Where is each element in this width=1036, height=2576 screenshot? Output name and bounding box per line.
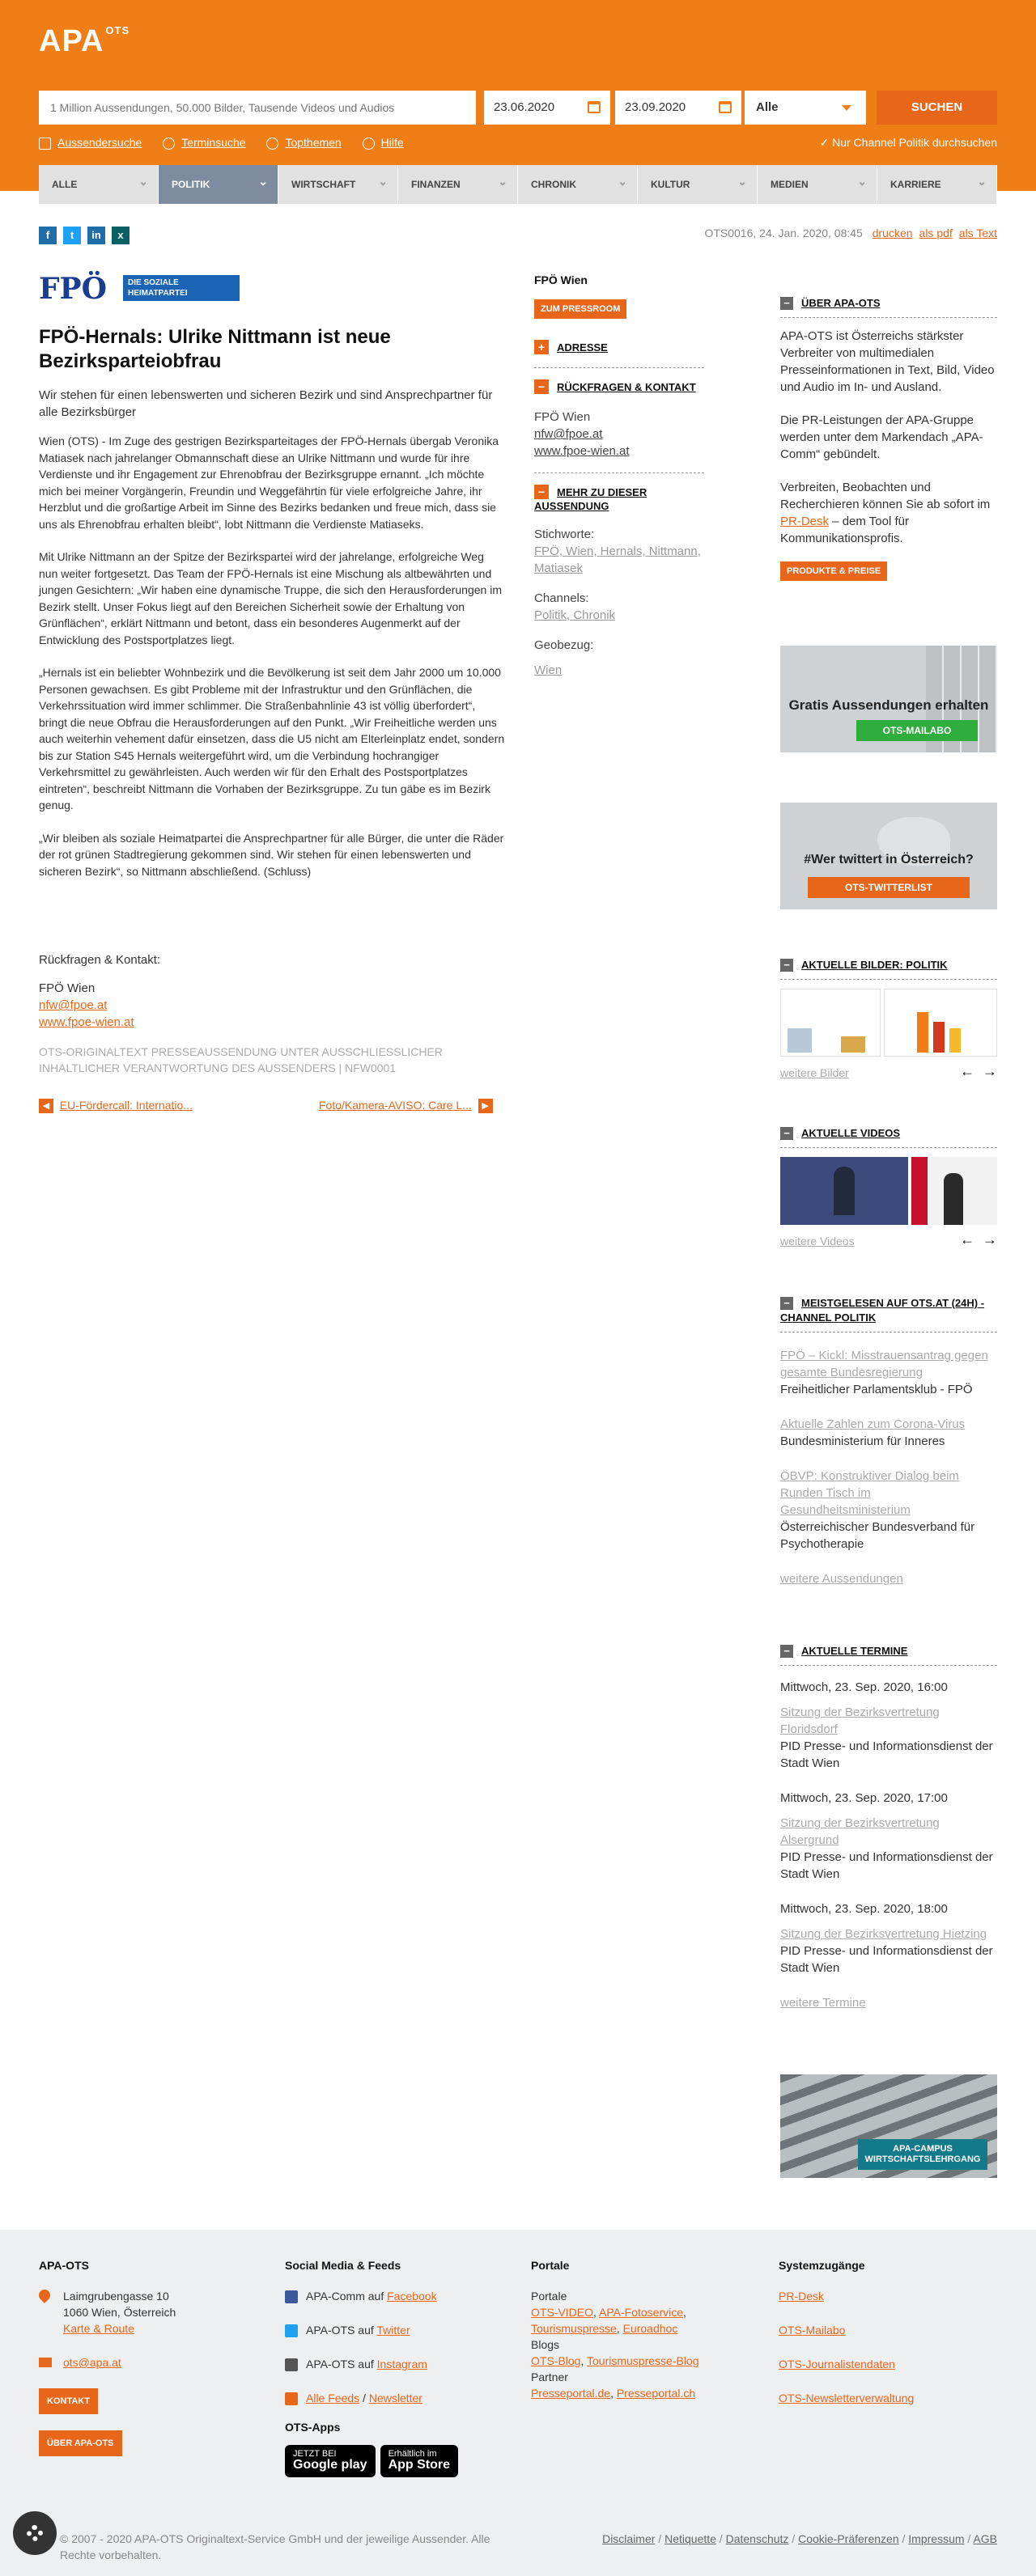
nav-tab-medien[interactable]: MEDIEN ⌄: [758, 165, 877, 204]
category-nav: [39, 165, 997, 204]
date-from-value: 23.06.2020: [494, 100, 555, 114]
checkbox-label: Nur Channel Politik durchsuchen: [832, 136, 997, 149]
badge-text: App Store: [388, 2458, 451, 2472]
cookie-link[interactable]: Cookie-Präferenzen: [798, 2532, 899, 2545]
termin-date: Mittwoch, 23. Sep. 2020, 17:00: [780, 1791, 948, 1805]
section-title: AKTUELLE BILDER: POLITIK: [801, 959, 948, 971]
rueckfragen-section: [534, 368, 704, 473]
arrow-left-icon[interactable]: ←: [959, 1063, 974, 1079]
article-body: [39, 433, 505, 896]
nav-tab-kultur[interactable]: KULTUR ⌄: [638, 165, 758, 204]
site-header: [0, 0, 1036, 191]
weitere-bilder-link[interactable]: weitere Bilder: [780, 1066, 849, 1079]
footer-address: [39, 2288, 233, 2337]
checkmark-icon: ✓: [819, 136, 833, 149]
campus-button[interactable]: APA-CAMPUS WIRTSCHAFTSLEHRGANG: [858, 2139, 987, 2170]
about-text-part: – dem Tool für Kommunikationsprofis.: [780, 515, 909, 545]
contact-org: FPÖ Wien: [39, 981, 96, 995]
instagram-row: [285, 2356, 503, 2372]
section-title: MEISTGELESEN AUF OTS.AT (24H) - CHANNEL POLITIK: [780, 1297, 985, 1324]
about-text: Die PR-Leistungen der APA-Gruppe werden unter dem Markendach „APA-Comm“ gebündelt.: [780, 413, 983, 461]
item-source: Bundesministerium für Inneres: [780, 1434, 945, 1448]
section-header: RÜCKFRAGEN & KONTAKT: [557, 381, 696, 393]
feeds-row: Alle Feeds / Newsletter: [285, 2390, 503, 2406]
termin-title: Sitzung der Bezirksvertretung Alsergrund: [780, 1816, 940, 1847]
group-label: Blogs: [531, 2338, 560, 2351]
section-header: ADRESSE: [557, 341, 608, 354]
ueber-button[interactable]: ÜBER APA-OTS: [39, 2430, 122, 2456]
image-thumbnail[interactable]: [884, 989, 997, 1057]
channel-checkbox[interactable]: [819, 136, 997, 150]
twitterlist-button[interactable]: OTS-TWITTERLIST: [808, 877, 970, 898]
paragraph: „Hernals ist ein beliebter Wohnbezirk und die Bevölkerung ist seit dem Jahr 2000 um 10.000 Personen gewachsen. Es gibt Probleme mit der Infrastruktur und den Grünflächen, die Verkehrssituation wird immer schlimmer. Die Straßenbahnlinie 43 ist völlig überfordert“, bringt die neue Obfrau die Herausforderungen auf den Punkt. „Wir Freiheitliche werden uns auch weiterhin vehement dafür einsetzen, dass die U5 nicht am Elterleinplatz endet, sondern bis zur Station S45 Hernals weitergeführt wird, um die Verbindung hochrangiger Verkehrsmittel zu gewährleisten. Auch werden wir für den Erhalt des Postsportplatzes eintreten“, beschreibt Nittmann die Vorhaben der Bezirksgruppe. Zu tun gäbe es im Bezirk genug.: [39, 666, 505, 811]
disclaimer-link[interactable]: Disclaimer: [602, 2532, 656, 2545]
link-label: Topthemen: [285, 136, 342, 149]
termin-date: Mittwoch, 23. Sep. 2020, 18:00: [780, 1902, 948, 1916]
prev-article-link[interactable]: [39, 1099, 193, 1113]
nav-tab-alle[interactable]: ALLE ⌄: [39, 165, 159, 204]
facebook-icon: [285, 2290, 298, 2303]
geo-link[interactable]: Wien: [534, 663, 563, 677]
nav-tab-chronik[interactable]: CHRONIK ⌄: [518, 165, 638, 204]
list-item[interactable]: [780, 1416, 997, 1450]
copyright: © 2007 - 2020 APA-OTS Originaltext-Service GmbH und der jeweilige Aussender. Alle Rechte vorbehalten.: [60, 2532, 490, 2561]
article-contact: [39, 951, 505, 1031]
prev-label: EU-Fördercall: Internatio...: [59, 1099, 193, 1112]
arrow-right-icon[interactable]: →: [983, 1063, 997, 1079]
clock-icon: [163, 138, 175, 150]
video-thumbnail[interactable]: [780, 1157, 908, 1225]
minus-icon: −: [780, 959, 793, 972]
termin-title: Sitzung der Bezirksvertretung Hietzing: [780, 1927, 987, 1941]
app-store-badge[interactable]: [380, 2445, 458, 2477]
group-label: Partner: [531, 2371, 568, 2383]
print-link[interactable]: drucken: [872, 227, 913, 239]
campus-banner[interactable]: [780, 2074, 997, 2178]
facebook-row: [285, 2288, 503, 2304]
videos-section: [780, 1126, 997, 1158]
about-text: APA-OTS ist Österreichs stärkster Verbreiter von multimedialen Presseinformationen in Text, Bild, Video und Audio im In- und Ausland.: [780, 329, 995, 394]
group-label: Portale: [531, 2290, 567, 2303]
thumbnail-graphic: [944, 1173, 963, 1225]
calendar-icon[interactable]: [719, 101, 732, 113]
termin-title: Sitzung der Bezirksvertretung Floridsdorf: [780, 1705, 940, 1736]
minus-icon: −: [780, 1127, 793, 1140]
about-header[interactable]: [780, 296, 997, 318]
produkte-preise-button[interactable]: PRODUKTE & PREISE: [780, 561, 887, 581]
minus-icon: −: [780, 1297, 793, 1310]
contact-email-link[interactable]: nfw@fpoe.at: [39, 998, 108, 1012]
keywords-label: Stichworte:: [534, 527, 595, 541]
sender-name: FPÖ Wien: [534, 273, 588, 286]
apa-ots-logo[interactable]: [39, 24, 130, 59]
date-to-field[interactable]: [615, 91, 741, 125]
fpo-logo: [39, 273, 201, 304]
twitter-row: [285, 2322, 503, 2338]
logo-text: APA: [39, 24, 104, 58]
facebook-icon[interactable]: f: [39, 227, 57, 244]
mailabo-button[interactable]: OTS-MAILABO: [856, 720, 978, 741]
info-icon: [363, 138, 375, 150]
twitter-link[interactable]: Twitter: [376, 2324, 410, 2337]
arrow-left-icon: ◀: [39, 1099, 53, 1113]
bilder-header[interactable]: [780, 958, 997, 980]
footer-portale: Portale Portale OTS-VIDEO, APA-Fotoservice, Tourismuspresse, Euroadhoc Blogs OTS-Blog, Tourismuspresse-Blog Partner Presseportal.de, Presseportal.ch: [531, 2257, 741, 2401]
thumbnail-graphic: [834, 1167, 855, 1215]
mehr-toggle[interactable]: [534, 485, 704, 513]
link-label: Aussendersuche: [57, 136, 142, 149]
next-article-link[interactable]: [319, 1099, 493, 1113]
twitter-icon[interactable]: t: [63, 227, 81, 244]
minus-icon: −: [534, 485, 549, 499]
mail-icon: [39, 2358, 52, 2367]
address-line: 1060 Wien, Österreich: [63, 2306, 176, 2319]
banner-text: Gratis Aussendungen erhalten: [788, 697, 989, 713]
netiquette-link[interactable]: Netiquette: [664, 2532, 716, 2545]
portal-link[interactable]: Tourismuspresse: [531, 2322, 617, 2335]
banner-text: #Wer twittert in Österreich?: [804, 853, 974, 866]
rss-icon: [285, 2392, 298, 2405]
category-select[interactable]: [745, 91, 866, 125]
weitere-aussendungen-link[interactable]: weitere Aussendungen: [780, 1572, 903, 1586]
plus-icon: +: [534, 340, 549, 354]
image-thumbnail[interactable]: [780, 989, 881, 1057]
contact-web-link[interactable]: www.fpoe-wien.at: [534, 444, 630, 458]
about-text-part: Verbreiten, Beobachten und Recherchieren können Sie ab sofort im: [780, 481, 991, 511]
cookie-settings-button[interactable]: [13, 2511, 57, 2555]
text-link[interactable]: als Text: [958, 227, 997, 239]
row-text: APA-OTS auf: [306, 2324, 377, 2337]
link-label: Hilfe: [380, 136, 404, 149]
email-link[interactable]: ots@apa.at: [63, 2356, 121, 2369]
mailabo-banner[interactable]: [780, 646, 997, 752]
impressum-link[interactable]: Impressum: [908, 2532, 965, 2545]
category-select-value: Alle: [756, 100, 779, 114]
about-text: [780, 479, 997, 547]
section-title: ÜBER APA-OTS: [801, 297, 881, 309]
item-title: FPÖ – Kickl: Misstrauensantrag gegen gesamte Bundesregierung: [780, 1349, 988, 1379]
thumbnail-graphic: [949, 1028, 961, 1053]
topthemen-link[interactable]: [266, 136, 341, 150]
building-icon: [39, 138, 51, 150]
paragraph: „Wir bleiben als soziale Heimatpartei die Ansprechpartner für alle Bürger, die unter die Räder der rot grünen Stadtregierung gekommen sind. Wir stehen für einen lebenswerten und sicheren Bezirk“, so Nittmann abschließend. (Schluss): [39, 831, 504, 878]
article-lead: Wir stehen für einen lebenswerten und sicheren Bezirk und sind Ansprechpartner für alle Bezirksbürger: [39, 388, 493, 419]
map-pin-icon: [36, 2287, 53, 2303]
linkedin-icon[interactable]: in: [87, 227, 105, 244]
minus-icon: −: [534, 379, 549, 394]
chevron-down-icon: [842, 105, 851, 111]
address-line: Laimgrubengasse 10: [63, 2290, 169, 2303]
arrow-right-icon[interactable]: →: [983, 1231, 997, 1248]
contact-org: FPÖ Wien: [534, 410, 591, 424]
contact-web-link[interactable]: www.fpoe-wien.at: [39, 1015, 134, 1029]
about-apa-ots: [780, 296, 997, 581]
minus-icon: −: [780, 1645, 793, 1658]
item-source: Freiheitlicher Parlamentsklub - FPÖ: [780, 1383, 973, 1396]
badge-text: Google play: [293, 2458, 367, 2472]
search-button[interactable]: SUCHEN: [877, 91, 997, 125]
termin-item[interactable]: [780, 1900, 997, 1976]
rueckfragen-toggle[interactable]: [534, 379, 704, 394]
agb-link[interactable]: AGB: [973, 2532, 997, 2545]
calendar-icon[interactable]: [588, 101, 601, 113]
pdf-link[interactable]: als pdf: [919, 227, 953, 239]
contact-email-link[interactable]: nfw@fpoe.at: [534, 427, 603, 441]
list-item[interactable]: [780, 1347, 997, 1398]
termin-source: PID Presse- und Informationsdienst der Stadt Wien: [780, 1739, 993, 1770]
nav-tab-politik[interactable]: POLITIK ⌄: [159, 165, 278, 204]
weitere-videos-link[interactable]: weitere Videos: [780, 1235, 855, 1248]
pr-desk-link[interactable]: PR-Desk: [779, 2290, 825, 2303]
item-title: ÖBVP: Konstruktiver Dialog beim Runden Tisch im Gesundheitsministerium: [780, 1469, 959, 1517]
termin-source: PID Presse- und Informationsdienst der Stadt Wien: [780, 1944, 993, 1975]
xing-icon[interactable]: x: [112, 227, 130, 244]
newsletterverwaltung-link[interactable]: OTS-Newsletterverwaltung: [779, 2392, 915, 2404]
disclaimer: OTS-ORIGINALTEXT PRESSEAUSSENDUNG UNTER AUSSCHLIESSLICHER INHALTLICHER VERANTWORTUNG DES AUSSENDERS | NFW0001: [39, 1045, 443, 1074]
section-title: AKTUELLE TERMINE: [801, 1645, 908, 1657]
termin-item[interactable]: [780, 1790, 997, 1883]
adresse-section[interactable]: [534, 328, 704, 368]
badge-small-text: Erhältlich im: [388, 2449, 437, 2459]
footer-heading: Social Media & Feeds: [285, 2259, 401, 2272]
gallery-arrows: [960, 1063, 997, 1080]
section-header: MEHR ZU DIESER AUSSENDUNG: [534, 486, 648, 512]
footer-heading: Portale: [531, 2259, 570, 2272]
fpo-logo-text: FPÖ: [39, 272, 107, 306]
thumbnail-graphic: [911, 1157, 928, 1225]
row-text: APA-Comm auf: [306, 2290, 388, 2303]
nav-tab-finanzen[interactable]: FINANZEN ⌄: [398, 165, 518, 204]
meistgelesen-section: [780, 1296, 997, 1605]
hilfe-link[interactable]: [363, 136, 404, 150]
minus-icon: −: [780, 297, 793, 310]
twitter-icon: [285, 2324, 298, 2337]
videos-header[interactable]: [780, 1126, 997, 1148]
mailabo-link[interactable]: OTS-Mailabo: [779, 2324, 846, 2337]
date-to-value: 23.09.2020: [625, 100, 686, 114]
feeds-link[interactable]: Alle Feeds: [306, 2392, 360, 2404]
termine-header[interactable]: [780, 1644, 997, 1666]
terminsuche-link[interactable]: [163, 136, 245, 150]
blog-link[interactable]: Tourismuspresse-Blog: [587, 2354, 699, 2367]
arrow-right-icon: ▶: [478, 1099, 493, 1113]
date-from-field[interactable]: [484, 91, 610, 125]
search-input[interactable]: [39, 91, 476, 125]
portal-link[interactable]: APA-Fotoservice: [599, 2306, 684, 2319]
partner-link[interactable]: Presseportal.ch: [616, 2387, 696, 2400]
thumbnail-graphic: [917, 1012, 928, 1053]
instagram-link[interactable]: Instagram: [376, 2358, 427, 2371]
mehr-section: [534, 473, 704, 679]
pr-desk-link[interactable]: PR-Desk: [780, 515, 830, 528]
pressroom-button[interactable]: ZUM PRESSROOM: [534, 299, 626, 319]
footer-heading: APA-OTS: [39, 2259, 89, 2272]
arrow-left-icon[interactable]: ←: [959, 1231, 974, 1248]
row-text: APA-OTS auf: [306, 2358, 377, 2371]
footer-social: [285, 2257, 503, 2477]
footer-heading: Systemzugänge: [779, 2259, 865, 2272]
kontakt-button[interactable]: KONTAKT: [39, 2388, 98, 2414]
termine-section: [780, 1644, 997, 2029]
paragraph: Mit Ulrike Nittmann an der Spitze der Bezirkspartei wird der jahrelange, erfolgreiche Weg nun weiter fortgesetzt. Das Team der FPÖ-Hernals ist eine Mischung als altbewährten und jungen Gesichtern: „Wir haben eine dynamische Truppe, die sich den Herausforderungen im Bezirk stellt. Unser Fokus liegt auf den Bereichen Sicherheit sowie der Erhaltung von Grünflächen“, erklärt Nittmann und betont, dass ein besonderes Augenmerkt auf der Entwicklung des Postsportplatzes liegt.: [39, 550, 502, 646]
portal-link[interactable]: Euroadhoc: [622, 2322, 678, 2335]
thumbnail-graphic: [933, 1022, 945, 1053]
next-label: Foto/Kamera-AVISO: Care L...: [319, 1099, 472, 1112]
channels-links[interactable]: Politik, Chronik: [534, 608, 616, 622]
keywords-links[interactable]: FPÖ, Wien, Hernals, Nittmann, Matiasek: [534, 544, 701, 575]
item-title: Aktuelle Zahlen zum Corona-Virus: [780, 1417, 966, 1431]
footer-email: [39, 2354, 233, 2371]
channels-label: Channels:: [534, 591, 589, 605]
facebook-link[interactable]: Facebook: [387, 2290, 437, 2303]
compass-icon: [266, 138, 278, 150]
route-link[interactable]: Karte & Route: [63, 2322, 134, 2335]
newsletter-link[interactable]: Newsletter: [368, 2392, 422, 2404]
footer-heading: OTS-Apps: [285, 2421, 341, 2434]
footer-systemzugaenge: [779, 2257, 997, 2424]
nav-tab-karriere[interactable]: KARRIERE ⌄: [877, 165, 997, 204]
ots-id: OTS0016, 24. Jan. 2020, 08:45: [704, 227, 863, 239]
video-arrows: [960, 1231, 997, 1248]
article-meta: [704, 227, 997, 239]
geo-label: Geobezug:: [534, 638, 594, 652]
paragraph: Wien (OTS) - Im Zuge des gestrigen Bezirksparteitages der FPÖ-Hernals übergab Veronika Matiasek nach jahrelanger Obmannschaft diese an Ulrike Nittmann und wurde für ihre Verdienste und ihr Engagement zur Ehrenobfrau der Bezirksgruppe ernannt. „Ich möchte mich bei meiner Vorgängerin, Freundin und Weggefährtin für viele erfolgreiche Jahre, ihr Herzblut und die großartige Arbeit im Sinne des Bezirks bedanken und freue mich, dass sie uns als Ehrenobfrau erhalten bleibt“, lobt Nittmann die Verdienste Matiaseks.: [39, 434, 499, 531]
termin-date: Mittwoch, 23. Sep. 2020, 16:00: [780, 1680, 948, 1694]
partner-link[interactable]: Presseportal.de: [531, 2387, 611, 2400]
header-links: [39, 136, 422, 150]
datenschutz-link[interactable]: Datenschutz: [725, 2532, 789, 2545]
article-title: FPÖ-Hernals: Ulrike Nittmann ist neue Bezirksparteiobfrau: [39, 326, 391, 372]
share-bar: [39, 227, 130, 244]
aussendersuche-link[interactable]: [39, 136, 142, 150]
termin-item[interactable]: [780, 1679, 997, 1772]
instagram-icon: [285, 2358, 298, 2371]
list-item[interactable]: [780, 1468, 997, 1553]
section-title: AKTUELLE VIDEOS: [801, 1127, 901, 1139]
twitterlist-banner[interactable]: [780, 803, 997, 909]
portal-link[interactable]: OTS-VIDEO: [531, 2306, 594, 2319]
meistgelesen-header[interactable]: [780, 1296, 997, 1332]
blog-link[interactable]: OTS-Blog: [531, 2354, 581, 2367]
logo-sup: OTS: [105, 24, 130, 36]
google-play-badge[interactable]: [285, 2445, 376, 2477]
thumbnail-graphic: [788, 1028, 812, 1053]
journalistendaten-link[interactable]: OTS-Journalistendaten: [779, 2358, 895, 2371]
contact-label: Rückfragen & Kontakt:: [39, 953, 161, 967]
cookie-icon: [27, 2525, 43, 2541]
nav-tab-wirtschaft[interactable]: WIRTSCHAFT ⌄: [278, 165, 398, 204]
item-source: Österreichischer Bundesverband für Psychotherapie: [780, 1520, 975, 1551]
video-thumbnail[interactable]: [911, 1157, 997, 1225]
legal-links: Disclaimer / Netiquette / Datenschutz / Cookie-Präferenzen / Impressum / AGB: [602, 2532, 997, 2545]
link-label: Terminsuche: [181, 136, 246, 149]
thumbnail-graphic: [841, 1036, 865, 1053]
termin-source: PID Presse- und Informationsdienst der Stadt Wien: [780, 1850, 993, 1881]
sender-column: [534, 273, 704, 679]
badge-small-text: JETZT BEI: [293, 2449, 337, 2459]
fpo-logo-badge: DIE SOZIALE HEIMATPARTEI: [123, 275, 240, 301]
footer-apa-ots: [39, 2257, 233, 2472]
weitere-termine-link[interactable]: weitere Termine: [780, 1996, 866, 2010]
bilder-section: [780, 958, 997, 989]
